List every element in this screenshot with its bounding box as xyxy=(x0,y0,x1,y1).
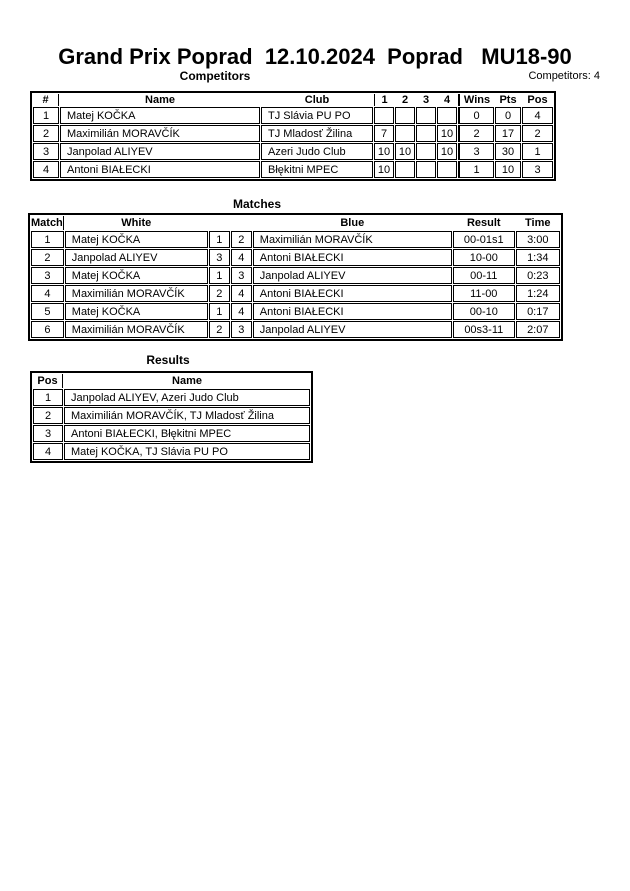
results-section-title: Results xyxy=(146,353,190,367)
white-competitor-num: 1 xyxy=(209,231,230,248)
match-number: 3 xyxy=(31,267,64,284)
table-row xyxy=(33,407,310,424)
table-row xyxy=(33,143,553,160)
table-row xyxy=(31,321,560,338)
competitor-club: Azeri Judo Club xyxy=(261,143,373,160)
blue-competitor-num: 2 xyxy=(231,231,252,248)
score-cell xyxy=(416,125,436,142)
competitor-num: 1 xyxy=(33,107,59,124)
matches-header-row xyxy=(31,216,560,230)
col-header-wins: Wins xyxy=(458,94,494,106)
blue-name: Janpolad ALIYEV xyxy=(253,321,452,338)
score-cell xyxy=(374,107,394,124)
score-cell xyxy=(395,125,415,142)
table-row xyxy=(31,303,560,320)
result-cell: 00-01s1 xyxy=(453,231,515,248)
white-competitor-num: 2 xyxy=(209,321,230,338)
white-name: Janpolad ALIYEV xyxy=(65,249,208,266)
competitors-header-row xyxy=(33,94,553,106)
match-number: 2 xyxy=(31,249,64,266)
matches-section-title: Matches xyxy=(232,197,282,211)
col-header-name: Name xyxy=(145,94,175,106)
match-number: 1 xyxy=(31,231,64,248)
col-header-result: Result xyxy=(466,217,501,229)
time-cell: 1:24 xyxy=(516,285,560,302)
white-name: Matej KOČKA xyxy=(65,303,208,320)
blue-competitor-num: 4 xyxy=(231,285,252,302)
result-name: Janpolad ALIYEV, Azeri Judo Club xyxy=(64,389,310,406)
wins-cell: 0 xyxy=(458,107,494,124)
time-cell: 0:23 xyxy=(516,267,560,284)
blue-competitor-num: 4 xyxy=(231,249,252,266)
score-cell xyxy=(395,107,415,124)
competitors-count: Competitors: 4 xyxy=(528,70,600,82)
blue-name: Antoni BIAŁECKI xyxy=(253,303,452,320)
pos-cell: 3 xyxy=(522,161,553,178)
col-header-match: Match xyxy=(31,217,63,229)
blue-competitor-num: 3 xyxy=(231,267,252,284)
result-pos: 2 xyxy=(33,407,63,424)
pts-cell: 30 xyxy=(495,143,521,160)
competitor-name: Maximilián MORAVČÍK xyxy=(60,125,260,142)
white-name: Matej KOČKA xyxy=(65,267,208,284)
wins-cell: 3 xyxy=(458,143,494,160)
score-cell: 10 xyxy=(437,125,457,142)
competitor-num: 2 xyxy=(33,125,59,142)
score-cell xyxy=(395,161,415,178)
white-competitor-num: 1 xyxy=(209,267,230,284)
competitor-name: Janpolad ALIYEV xyxy=(60,143,260,160)
score-cell xyxy=(416,143,436,160)
white-competitor-num: 3 xyxy=(209,249,230,266)
blue-competitor-num: 3 xyxy=(231,321,252,338)
blue-competitor-num: 4 xyxy=(231,303,252,320)
score-cell: 10 xyxy=(374,161,394,178)
col-header-white: White xyxy=(121,217,152,229)
score-cell xyxy=(437,161,457,178)
col-header-num: # xyxy=(33,94,59,106)
white-name: Maximilián MORAVČÍK xyxy=(65,321,208,338)
match-number: 5 xyxy=(31,303,64,320)
wins-cell: 2 xyxy=(458,125,494,142)
white-name: Maximilián MORAVČÍK xyxy=(65,285,208,302)
result-cell: 00-11 xyxy=(453,267,515,284)
match-number: 6 xyxy=(31,321,64,338)
time-cell: 1:34 xyxy=(516,249,560,266)
blue-name: Antoni BIAŁECKI xyxy=(253,285,452,302)
time-cell: 2:07 xyxy=(516,321,560,338)
match-number: 4 xyxy=(31,285,64,302)
table-row xyxy=(33,161,553,178)
col-header-r2: 2 xyxy=(401,94,409,106)
page-title: Grand Prix Poprad 12.10.2024 Poprad MU18-90 xyxy=(58,44,572,69)
table-row xyxy=(33,107,553,124)
col-header-time: Time xyxy=(525,217,551,229)
table-row xyxy=(31,285,560,302)
competitor-name: Matej KOČKA xyxy=(60,107,260,124)
score-cell xyxy=(416,107,436,124)
col-header-pts: Pts xyxy=(499,94,517,106)
competitor-name: Antoni BIAŁECKI xyxy=(60,161,260,178)
col-header-pos: Pos xyxy=(527,94,548,106)
col-header-name: Name xyxy=(172,375,202,387)
result-name: Maximilián MORAVČÍK, TJ Mladosť Žilina xyxy=(64,407,310,424)
white-name: Matej KOČKA xyxy=(65,231,208,248)
competitors-table xyxy=(30,91,556,181)
result-name: Antoni BIAŁECKI, Błękitni MPEC xyxy=(64,425,310,442)
time-cell: 0:17 xyxy=(516,303,560,320)
competitors-section-title: Competitors xyxy=(179,69,251,83)
matches-table xyxy=(28,213,563,341)
col-header-r3: 3 xyxy=(422,94,430,106)
table-row xyxy=(31,267,560,284)
blue-name: Janpolad ALIYEV xyxy=(253,267,452,284)
competitor-club: TJ Mladosť Žilina xyxy=(261,125,373,142)
col-header-r4: 4 xyxy=(443,94,451,106)
table-row xyxy=(33,389,310,406)
col-header-club: Club xyxy=(304,94,330,106)
pts-cell: 10 xyxy=(495,161,521,178)
result-cell: 00s3-11 xyxy=(453,321,515,338)
col-header-r1: 1 xyxy=(374,94,394,106)
competitor-num: 4 xyxy=(33,161,59,178)
score-cell: 10 xyxy=(374,143,394,160)
pos-cell: 2 xyxy=(522,125,553,142)
score-cell: 10 xyxy=(395,143,415,160)
result-cell: 00-10 xyxy=(453,303,515,320)
result-pos: 4 xyxy=(33,443,63,460)
pts-cell: 0 xyxy=(495,107,521,124)
pts-cell: 17 xyxy=(495,125,521,142)
score-cell: 7 xyxy=(374,125,394,142)
table-row xyxy=(33,125,553,142)
result-pos: 1 xyxy=(33,389,63,406)
competitor-club: TJ Slávia PU PO xyxy=(261,107,373,124)
col-header-pos: Pos xyxy=(33,374,63,388)
col-header-white-num xyxy=(209,216,230,230)
table-row xyxy=(31,231,560,248)
score-cell: 10 xyxy=(437,143,457,160)
white-competitor-num: 2 xyxy=(209,285,230,302)
competitor-num: 3 xyxy=(33,143,59,160)
pos-cell: 4 xyxy=(522,107,553,124)
col-header-blue: Blue xyxy=(340,217,365,229)
score-cell xyxy=(416,161,436,178)
time-cell: 3:00 xyxy=(516,231,560,248)
score-cell xyxy=(437,107,457,124)
blue-name: Antoni BIAŁECKI xyxy=(253,249,452,266)
wins-cell: 1 xyxy=(458,161,494,178)
result-name: Matej KOČKA, TJ Slávia PU PO xyxy=(64,443,310,460)
results-header-row xyxy=(33,374,310,388)
competitor-club: Błękitni MPEC xyxy=(261,161,373,178)
pos-cell: 1 xyxy=(522,143,553,160)
result-pos: 3 xyxy=(33,425,63,442)
white-competitor-num: 1 xyxy=(209,303,230,320)
col-header-blue-num xyxy=(231,216,252,230)
table-row xyxy=(33,443,310,460)
table-row xyxy=(33,425,310,442)
table-row xyxy=(31,249,560,266)
result-cell: 11-00 xyxy=(453,285,515,302)
results-table xyxy=(30,371,313,463)
blue-name: Maximilián MORAVČÍK xyxy=(253,231,452,248)
result-cell: 10-00 xyxy=(453,249,515,266)
